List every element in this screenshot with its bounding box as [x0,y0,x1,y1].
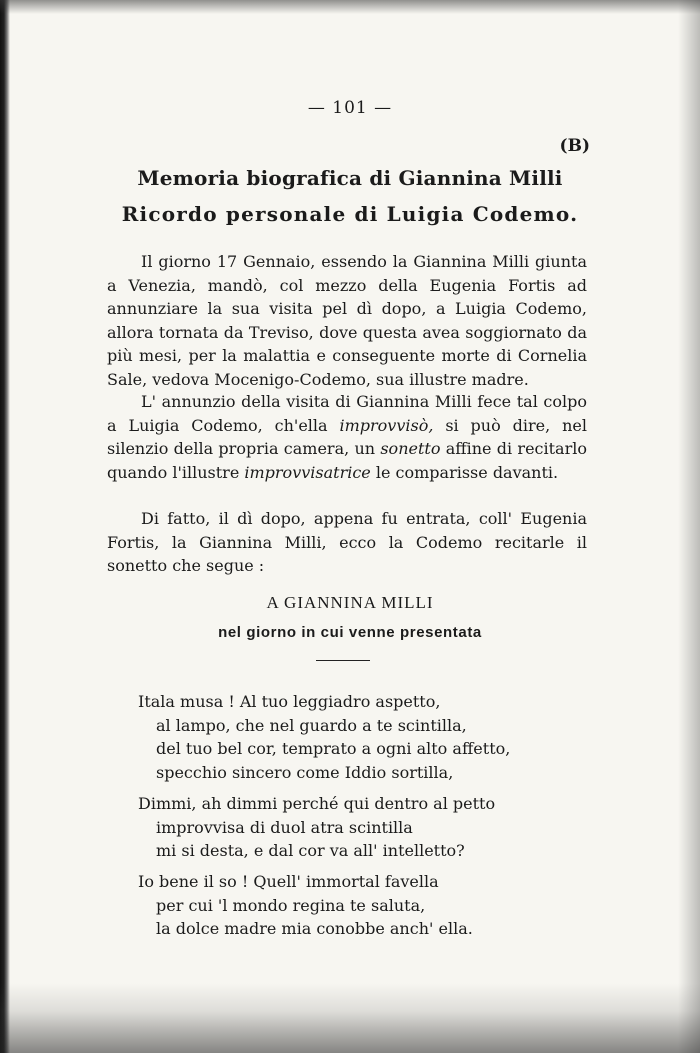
paragraph-text [107,507,587,578]
poem-line: per cui 'l mondo regina te saluta, [156,895,426,915]
paragraph-text [107,390,587,484]
paragraph [107,507,587,578]
paragraph [107,390,587,484]
document-title: Memoria biografica di Giannina Milli [137,166,563,190]
poem-title: A GIANNINA MILLI [266,593,434,612]
page-top-shadow [0,0,700,14]
poem-line: Dimmi, ah dimmi perché qui dentro al petto [138,794,496,813]
poem-stanza [138,690,510,784]
poem-line: Itala musa ! Al tuo leggiadro aspetto, [138,692,441,711]
page-binding-edge [0,0,10,1053]
page-right-shadow [678,0,700,1053]
text-segment: Il giorno 17 Gennaio, essendo la Giannina Milli giunta a Venezia, mandò, col mezzo della Eugenia Fortis ad annunziare la sua visita pel dì dopo, a Luigia Codemo, allora tornata da Treviso, dove questa avea soggiornato da più mesi, per la malattia e conseguente morte di Cornelia Sale, vedova Mocenigo-Codemo, sua illustre madre. [107,252,587,389]
text-segment: affine di recitarlo quando l'illustre [107,439,587,482]
divider-rule [316,660,370,661]
poem-line: mi si desta, e dal cor va all' intelletto? [156,841,465,860]
poem-stanza [138,792,495,863]
paragraph [107,250,587,391]
text-segment: Di fatto, il dì dopo, appena fu entrata, coll' Eugenia Fortis, la Giannina Milli, ecco la Codemo recitarle il sonetto che segue : [107,509,587,575]
poem-subtitle: nel giorno in cui venne presentata [218,624,482,641]
page-bottom-shadow [0,983,700,1053]
page-number: — 101 — [307,98,393,118]
poem-stanza [138,870,473,941]
italic-term: improvvisatrice [244,462,371,482]
text-segment: le comparisse davanti. [370,462,559,482]
poem-line: improvvisa di duol atra scintilla [156,817,413,837]
poem-line: la dolce madre mia conobbe anch' ella. [156,919,473,938]
italic-term: improvvisò, [339,415,434,435]
italic-term: sonetto [380,439,441,458]
poem-line: al lampo, che nel guardo a te scintilla, [156,715,467,735]
poem-line: specchio sincero come Iddio sortilla, [156,762,454,782]
document-subtitle: Ricordo personale di Luigia Codemo. [121,202,579,226]
text-segment: L' annunzio della visita di Giannina Milli fece tal colpo a Luigia Codemo, ch'ella [107,392,587,435]
paragraph-text [107,250,587,391]
section-marker: (B) [559,136,590,156]
text-segment: si può dire, nel silenzio della propria camera, un [107,415,587,458]
poem-line: del tuo bel cor, temprato a ogni alto affetto, [156,739,511,758]
poem-line: Io bene il so ! Quell' immortal favella [138,872,439,891]
